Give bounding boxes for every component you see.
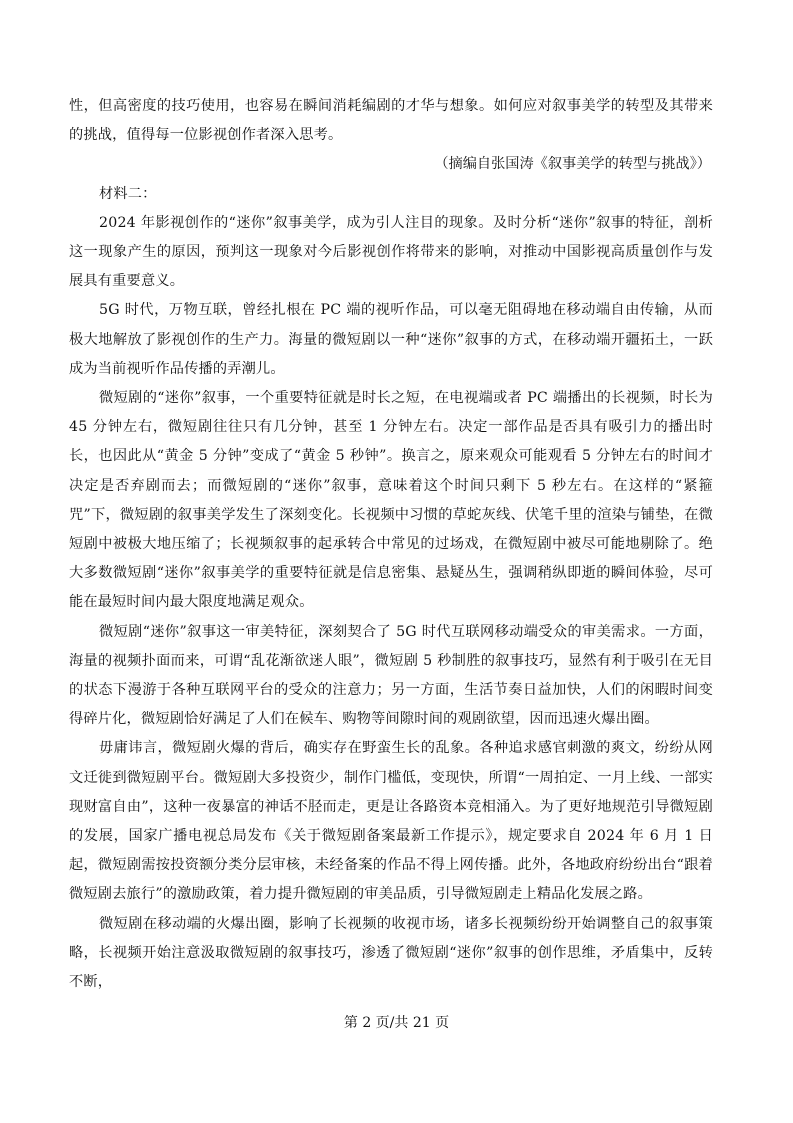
paragraph-continuation: 性，但高密度的技巧使用，也容易在瞬间消耗编剧的才华与想象。如何应对叙事美学的转型及其带来的挑战，值得每一位影视创作者深入思考。 — [69, 98, 713, 144]
source-citation: （摘编自张国涛《叙事美学的转型与挑战》） — [434, 156, 711, 173]
paragraph-mini-narrative: 微短剧的“迷你”叙事，一个重要特征就是时长之短，在电视端或者 PC 端播出的长视频，时长为 45 分钟左右，微短剧往往只有几分钟，甚至 1 分钟左右。决定一部作品是否具有吸引力的播出时长，也因此从“黄金 5 分钟”变成了“黄金 5 秒钟”。换言之，原来观众可能观看 5 分钟左右的时间才决定是否弃剧而去；而微短剧的“迷你”叙事，意味着这个时间只剩下 5 秒左右。在这样的“紧箍咒”下，微短剧的叙事美学发生了深刻变化。长视频中习惯的草蛇灰线、伏笔千里的渲染与铺垫，在微短剧中被极大地压缩了；长视频叙事的起承转合中常见的过场戏，在微短剧中被尽可能地剔除了。绝大多数微短剧“迷你”叙事美学的重要特征就是信息密集、悬疑丛生，强调稍纵即逝的瞬间体验，尽可能在最短时间内最大限度地满足观众。 — [69, 390, 713, 611]
paragraph-5g-era: 5G 时代，万物互联，曾经扎根在 PC 端的视听作品，可以毫无阻碍地在移动端自由传输，从而极大地解放了影视创作的生产力。海量的微短剧以一种“迷你”叙事的方式，在移动端开疆拓土，一跃成为当前视听作品传播的弄潮儿。 — [69, 302, 713, 377]
paragraph-aesthetic-needs: 微短剧“迷你”叙事这一审美特征，深刻契合了 5G 时代互联网移动端受众的审美需求。一方面，海量的视频扑面而来，可谓“乱花渐欲迷人眼”，微短剧 5 秒制胜的叙事技巧，显然有利于吸引在无目的状态下漫游于各种互联网平台的受众的注意力；另一方面，生活节奏日益加快，人们的闲暇时间变得碎片化，微短剧恰好满足了人们在候车、购物等间隙时间的观剧欲望，因而迅速火爆出圈。 — [69, 623, 713, 728]
paragraph-long-video-impact: 微短剧在移动端的火爆出圈，影响了长视频的收视市场，诸多长视频纷纷开始调整自己的叙事策略，长视频开始注意汲取微短剧的叙事技巧，渗透了微短剧“迷你”叙事的创作思维，矛盾集中，反转不断， — [69, 915, 713, 991]
document-body — [69, 92, 713, 997]
paragraph-regulation: 毋庸讳言，微短剧火爆的背后，确实存在野蛮生长的乱象。各种追求感官刺激的爽文，纷纷从网文迁徙到微短剧平台。微短剧大多投资少，制作门槛低，变现快，所谓“一周拍定、一月上线、一部实现财富自由”，这种一夜暴富的神话不胫而走，更是让各路资本竞相涌入。为了更好地规范引导微短剧的发展，国家广播电视总局发布《关于微短剧备案最新工作提示》，规定要求自 2024 年 6 月 1 日起，微短剧需按投资额分类分层审核，未经备案的作品不得上网传播。此外，各地政府纷纷出台“跟着微短剧去旅行”的激励政策，着力提升微短剧的审美品质，引导微短剧走上精品化发展之路。 — [69, 740, 713, 903]
paragraph-intro: 2024 年影视创作的“迷你”叙事美学，成为引人注目的现象。及时分析“迷你”叙事的特征，剖析这一现象产生的原因，预判这一现象对今后影视创作将带来的影响，对推动中国影视高质量创作与发展具有重要意义。 — [69, 214, 713, 290]
section-heading-material-two: 材料二： — [99, 185, 157, 202]
page-number-footer: 第 2 页/共 21 页 — [343, 1015, 450, 1031]
